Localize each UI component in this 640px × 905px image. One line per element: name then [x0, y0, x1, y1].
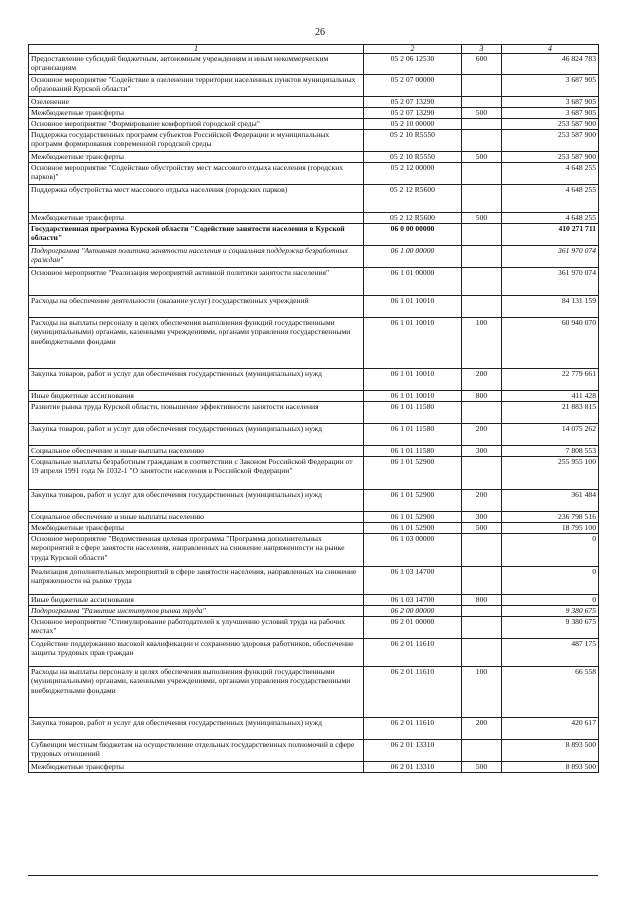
row-code: 06 2 01 11610 [364, 667, 462, 718]
row-name: Расходы на выплаты персоналу в целях обеспечения выполнения функций государственными (муниципальными) органами, казенными учреждениями, органами управления государственными внебюджетными фондами [29, 667, 364, 718]
row-name: Развитие рынка труда Курской области, повышение эффективности занятости населения [29, 402, 364, 424]
row-code: 05 2 07 13290 [364, 97, 462, 108]
row-name: Подпрограмма "Активная политика занятости населения и социальная поддержка безработных граждан" [29, 246, 364, 268]
header-col-3: 3 [462, 45, 502, 54]
row-name: Основное мероприятие "Стимулирование работодателей к улучшению условий труда на рабочих местах" [29, 617, 364, 639]
row-amount: 3 687 905 [502, 108, 599, 119]
table-row [29, 523, 599, 534]
row-amount: 411 428 [502, 391, 599, 402]
table-row [29, 369, 599, 391]
row-code: 05 2 06 12530 [364, 54, 462, 75]
table-row [29, 224, 599, 246]
row-name: Иные бюджетные ассигнования [29, 391, 364, 402]
row-expense-type: 100 [462, 318, 502, 369]
row-name: Озеленение [29, 97, 364, 108]
row-name: Закупка товаров, работ и услуг для обеспечения государственных (муниципальных) нужд [29, 718, 364, 740]
row-code: 06 1 01 10010 [364, 296, 462, 318]
row-amount: 253 587 900 [502, 130, 599, 152]
row-code: 06 1 01 52900 [364, 523, 462, 534]
row-code: 06 1 01 10010 [364, 391, 462, 402]
row-code: 06 2 01 11610 [364, 718, 462, 740]
table-row [29, 606, 599, 617]
row-name: Государственная программа Курской области "Содействие занятости населения в Курской области" [29, 224, 364, 246]
row-expense-type: 200 [462, 718, 502, 740]
row-expense-type [462, 75, 502, 97]
row-expense-type [462, 268, 502, 296]
row-name: Основное мероприятие "Формирование комфортной городской среды" [29, 119, 364, 130]
table-row [29, 718, 599, 740]
table-row [29, 54, 599, 75]
row-expense-type [462, 606, 502, 617]
table-row [29, 152, 599, 163]
row-code: 06 1 01 00000 [364, 268, 462, 296]
table-body [29, 54, 599, 773]
row-code: 06 1 01 52900 [364, 512, 462, 523]
row-amount: 0 [502, 567, 599, 595]
row-expense-type: 200 [462, 424, 502, 446]
table-row [29, 639, 599, 667]
row-expense-type: 300 [462, 512, 502, 523]
row-expense-type [462, 224, 502, 246]
row-expense-type: 500 [462, 213, 502, 224]
table-row [29, 246, 599, 268]
row-code: 05 2 12 00000 [364, 163, 462, 185]
row-amount: 66 558 [502, 667, 599, 718]
table-row [29, 740, 599, 762]
table-row [29, 75, 599, 97]
row-expense-type [462, 296, 502, 318]
row-amount: 22 779 661 [502, 369, 599, 391]
row-amount: 3 687 905 [502, 75, 599, 97]
table-row [29, 213, 599, 224]
table-row [29, 446, 599, 457]
row-code: 05 2 10 00000 [364, 119, 462, 130]
row-code: 06 0 00 00000 [364, 224, 462, 246]
row-amount: 4 648 255 [502, 163, 599, 185]
row-code: 06 2 01 11610 [364, 639, 462, 667]
row-expense-type [462, 185, 502, 213]
row-expense-type [462, 567, 502, 595]
table-row [29, 318, 599, 369]
row-name: Социальные выплаты безработным гражданам в соответствии с Законом Российской Федерации от 19 апреля 1991 года № 1032-1 "О занятости населения в Российской Федерации" [29, 457, 364, 490]
row-amount: 253 587 900 [502, 152, 599, 163]
row-name: Основное мероприятие "Содействие обустройству мест массового отдыха населения (городских парков)" [29, 163, 364, 185]
row-name: Закупка товаров, работ и услуг для обеспечения государственных (муниципальных) нужд [29, 369, 364, 391]
row-code: 06 1 01 10010 [364, 369, 462, 391]
row-amount: 487 175 [502, 639, 599, 667]
row-amount: 18 795 100 [502, 523, 599, 534]
row-code: 06 1 03 00000 [364, 534, 462, 567]
row-name: Основное мероприятие "Реализация мероприятий активной политики занятости населения" [29, 268, 364, 296]
table-header [29, 45, 599, 54]
row-code: 06 1 01 10010 [364, 318, 462, 369]
row-expense-type: 600 [462, 54, 502, 75]
table-row [29, 424, 599, 446]
table-row [29, 534, 599, 567]
row-code: 06 1 01 11580 [364, 446, 462, 457]
table-row [29, 512, 599, 523]
row-amount: 361 970 074 [502, 246, 599, 268]
row-name: Социальное обеспечение и иные выплаты населению [29, 446, 364, 457]
row-amount: 0 [502, 534, 599, 567]
row-name: Иные бюджетные ассигнования [29, 595, 364, 606]
table-row [29, 130, 599, 152]
row-name: Содействие поддержанию высокой квалификации и сохранению здоровья работников, обеспечение защиты трудовых прав граждан [29, 639, 364, 667]
row-expense-type: 500 [462, 152, 502, 163]
row-expense-type [462, 457, 502, 490]
row-name: Межбюджетные трансферты [29, 523, 364, 534]
header-row [29, 45, 599, 54]
row-code: 06 1 01 52900 [364, 457, 462, 490]
table-row [29, 296, 599, 318]
row-name: Закупка товаров, работ и услуг для обеспечения государственных (муниципальных) нужд [29, 490, 364, 512]
row-amount: 21 883 815 [502, 402, 599, 424]
row-expense-type [462, 740, 502, 762]
row-expense-type [462, 130, 502, 152]
row-code: 06 1 00 00000 [364, 246, 462, 268]
row-expense-type [462, 617, 502, 639]
row-amount: 420 617 [502, 718, 599, 740]
row-expense-type [462, 402, 502, 424]
row-expense-type [462, 246, 502, 268]
row-name: Межбюджетные трансферты [29, 762, 364, 773]
row-name: Поддержка обустройства мест массового отдыха населения (городских парков) [29, 185, 364, 213]
table-row [29, 762, 599, 773]
table-row [29, 185, 599, 213]
row-code: 06 1 03 14700 [364, 595, 462, 606]
row-amount: 410 271 711 [502, 224, 599, 246]
row-name: Межбюджетные трансферты [29, 213, 364, 224]
row-amount: 4 648 255 [502, 185, 599, 213]
row-code: 05 2 10 R5550 [364, 130, 462, 152]
table-row [29, 108, 599, 119]
table-row [29, 457, 599, 490]
table-row [29, 490, 599, 512]
table-row [29, 667, 599, 718]
table-row [29, 567, 599, 595]
row-code: 06 2 01 13310 [364, 740, 462, 762]
row-amount: 84 131 159 [502, 296, 599, 318]
page-number: 26 [315, 27, 325, 38]
row-name: Подпрограмма "Развитие институтов рынка труда" [29, 606, 364, 617]
row-code: 05 2 07 00000 [364, 75, 462, 97]
row-amount: 7 808 553 [502, 446, 599, 457]
row-code: 06 1 01 11580 [364, 424, 462, 446]
row-code: 06 1 03 14700 [364, 567, 462, 595]
row-amount: 236 798 516 [502, 512, 599, 523]
budget-table [28, 44, 599, 773]
row-expense-type: 200 [462, 369, 502, 391]
row-amount: 253 587 900 [502, 119, 599, 130]
table-row [29, 617, 599, 639]
footer-rule [28, 875, 598, 876]
row-code: 06 2 00 00000 [364, 606, 462, 617]
row-amount: 14 075 262 [502, 424, 599, 446]
header-col-4: 4 [502, 45, 599, 54]
row-expense-type [462, 97, 502, 108]
row-expense-type: 300 [462, 446, 502, 457]
table-row [29, 595, 599, 606]
row-expense-type: 500 [462, 523, 502, 534]
row-expense-type [462, 534, 502, 567]
row-amount: 9 380 675 [502, 606, 599, 617]
row-amount: 255 955 100 [502, 457, 599, 490]
row-name: Субвенции местным бюджетам на осуществление отдельных государственных полномочий в сфере трудовых отношений [29, 740, 364, 762]
row-name: Закупка товаров, работ и услуг для обеспечения государственных (муниципальных) нужд [29, 424, 364, 446]
row-expense-type [462, 639, 502, 667]
row-code: 06 1 01 11580 [364, 402, 462, 424]
row-code: 05 2 12 R5600 [364, 213, 462, 224]
row-amount: 9 380 675 [502, 617, 599, 639]
table-row [29, 268, 599, 296]
table-row [29, 97, 599, 108]
row-name: Основное мероприятие "Содействие в озеленении территории населенных пунктов муниципальных образований Курской области" [29, 75, 364, 97]
row-expense-type: 200 [462, 490, 502, 512]
row-expense-type: 500 [462, 108, 502, 119]
row-amount: 8 893 500 [502, 740, 599, 762]
row-name: Предоставление субсидий бюджетным, автономным учреждениям и иным некоммерческим организациям [29, 54, 364, 75]
row-name: Реализация дополнительных мероприятий в сфере занятости населения, направленных на снижение напряженности на рынке труда [29, 567, 364, 595]
header-col-1: 1 [29, 45, 364, 54]
row-name: Поддержка государственных программ субъектов Российской Федерации и муниципальных программ формирования современной городской среды [29, 130, 364, 152]
row-amount: 361 970 074 [502, 268, 599, 296]
row-code: 05 2 10 R5550 [364, 152, 462, 163]
row-name: Основное мероприятие "Ведомственная целевая программа "Программа дополнительных мероприятий в сфере занятости населения, направленных на снижение напряженности на рынке труда Курской области" [29, 534, 364, 567]
table-row [29, 163, 599, 185]
row-name: Расходы на обеспечение деятельности (оказание услуг) государственных учреждений [29, 296, 364, 318]
row-expense-type: 800 [462, 391, 502, 402]
row-name: Расходы на выплаты персоналу в целях обеспечения выполнения функций государственными (муниципальными) органами, казенными учреждениями, органами управления государственными внебюджетными фондами [29, 318, 364, 369]
row-expense-type [462, 119, 502, 130]
table-row [29, 391, 599, 402]
row-code: 05 2 12 R5600 [364, 185, 462, 213]
header-col-2: 2 [364, 45, 462, 54]
table-row [29, 402, 599, 424]
row-amount: 361 484 [502, 490, 599, 512]
table-row [29, 119, 599, 130]
row-amount: 4 648 255 [502, 213, 599, 224]
row-expense-type: 800 [462, 595, 502, 606]
row-amount: 60 940 070 [502, 318, 599, 369]
row-code: 05 2 07 13290 [364, 108, 462, 119]
row-code: 06 2 01 13310 [364, 762, 462, 773]
row-amount: 46 824 783 [502, 54, 599, 75]
row-amount: 3 687 905 [502, 97, 599, 108]
row-expense-type: 100 [462, 667, 502, 718]
row-code: 06 1 01 52900 [364, 490, 462, 512]
row-name: Межбюджетные трансферты [29, 108, 364, 119]
row-expense-type [462, 163, 502, 185]
row-code: 06 2 01 00000 [364, 617, 462, 639]
row-name: Социальное обеспечение и иные выплаты населению [29, 512, 364, 523]
row-expense-type: 500 [462, 762, 502, 773]
row-amount: 8 893 500 [502, 762, 599, 773]
row-name: Межбюджетные трансферты [29, 152, 364, 163]
row-amount: 0 [502, 595, 599, 606]
